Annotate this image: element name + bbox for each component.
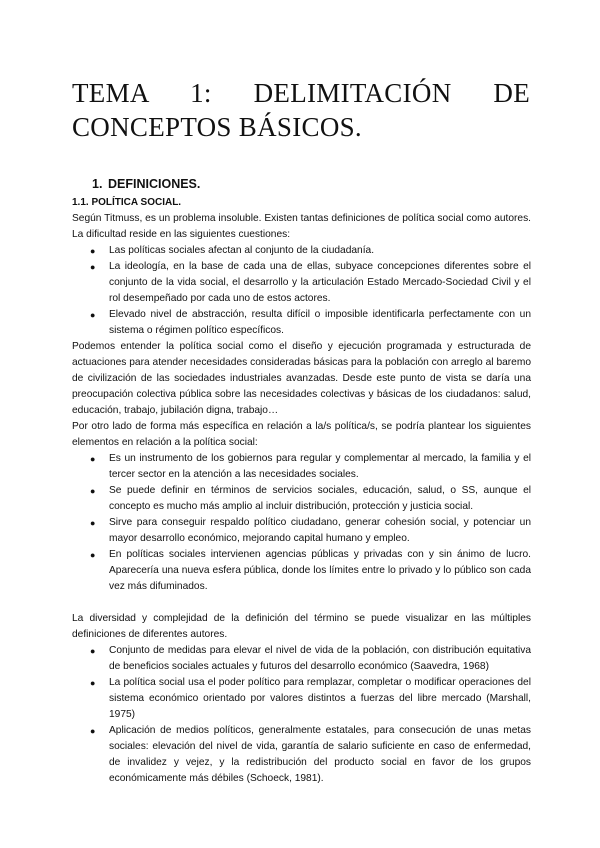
list-item-text: La política social usa el poder político para remplazar, completar o modificar operaciones del sistema económico orientado por valores distintos a fuerzas del libre mercado (Marshall, 1975) — [109, 677, 531, 720]
bullet-icon: ● — [90, 726, 96, 736]
list-item-text: En políticas sociales intervienen agencias públicas y privadas con y sin ánimo de lucro. Aparecería una nueva esfera pública, donde los límites entre lo privado y lo público son cada vez más difuminados. — [109, 549, 531, 592]
bullet-icon: ● — [90, 262, 96, 272]
elements-intro-paragraph: Por otro lado de forma más específica en relación a la/s política/s, se podría plantear los siguientes elementos en relación a la política social: — [72, 421, 531, 448]
bullet-icon: ● — [90, 246, 96, 256]
list-item-text: Se puede definir en términos de servicios sociales, educación, salud, o SS, aunque el concepto es mucho más amplio al incluir distribución, protección y justicia social. — [109, 485, 531, 512]
document-title: TEMA 1: DELIMITACIÓN DE CONCEPTOS BÁSICOS. — [72, 78, 530, 142]
section-title: DEFINICIONES. — [108, 177, 201, 191]
list-item — [72, 307, 531, 339]
bullet-icon: ● — [90, 518, 96, 528]
subsection-heading: 1.1. POLÍTICA SOCIAL. — [72, 197, 182, 208]
diversity-paragraph: La diversidad y complejidad de la definición del término se puede visualizar en las múltiples definiciones de diferentes autores. — [72, 613, 531, 640]
list-item — [72, 483, 531, 515]
author-definitions-list — [72, 643, 531, 787]
section-number: 1. — [92, 177, 103, 191]
document-body — [72, 175, 531, 787]
bullet-icon: ● — [90, 454, 96, 464]
difficulties-list — [72, 243, 531, 339]
list-item — [72, 515, 531, 547]
intro-paragraph: Según Titmuss, es un problema insoluble. Existen tantas definiciones de política social como autores. La dificultad reside en las siguientes cuestiones: — [72, 213, 531, 240]
list-item — [72, 547, 531, 595]
elements-list — [72, 451, 531, 595]
list-item-text: La ideología, en la base de cada una de ellas, subyace concepciones diferentes sobre el conjunto de la vida social, el desarrollo y la articulación Estado Mercado-Sociedad Civil y el rol desempeñado por cada uno de estos actores. — [109, 261, 531, 304]
bullet-icon: ● — [90, 646, 96, 656]
paragraph-spacer — [72, 595, 531, 611]
list-item — [72, 643, 531, 675]
list-item — [72, 723, 531, 787]
section-heading — [72, 175, 531, 193]
bullet-icon: ● — [90, 486, 96, 496]
list-item-text: Es un instrumento de los gobiernos para regular y complementar al mercado, la familia y el tercer sector en la atención a las necesidades sociales. — [109, 453, 531, 480]
list-item-text: Conjunto de medidas para elevar el nivel de vida de la población, con distribución equitativa de beneficios sociales actuales y futuros del desarrollo económico (Saavedra, 1968) — [109, 645, 531, 672]
definition-paragraph: Podemos entender la política social como el diseño y ejecución programada y estructurada de actuaciones para atender necesidades consideradas básicas para la población con arreglo al baremo de civilización de las sociedades industriales avanzadas. Desde este punto de vista se daría una preocupación colectiva pública sobre las necesidades colectivas y básicas de los ciudadanos: salud, educación, trabajo, jubilación digna, trabajo… — [72, 341, 531, 416]
list-item — [72, 259, 531, 307]
bullet-icon: ● — [90, 550, 96, 560]
list-item-text: Aplicación de medios políticos, generalmente estatales, para consecución de unas metas sociales: elevación del nivel de vida, garantía de salario suficiente en caso de enfermedad, de invalidez y vejez, y la redistribución del producto social en favor de los grupos económicamente más débiles (Schoeck, 1981). — [109, 725, 531, 784]
bullet-icon: ● — [90, 678, 96, 688]
list-item — [72, 243, 531, 259]
bullet-icon: ● — [90, 310, 96, 320]
list-item-text: Elevado nivel de abstracción, resulta difícil o imposible identificarla perfectamente con un sistema o régimen político específicos. — [109, 309, 531, 336]
list-item — [72, 675, 531, 723]
list-item-text: Las políticas sociales afectan al conjunto de la ciudadanía. — [109, 245, 375, 256]
list-item-text: Sirve para conseguir respaldo político ciudadano, generar cohesión social, y potenciar un mayor desarrollo económico, mejorando capital humano y empleo. — [109, 517, 531, 544]
list-item — [72, 451, 531, 483]
